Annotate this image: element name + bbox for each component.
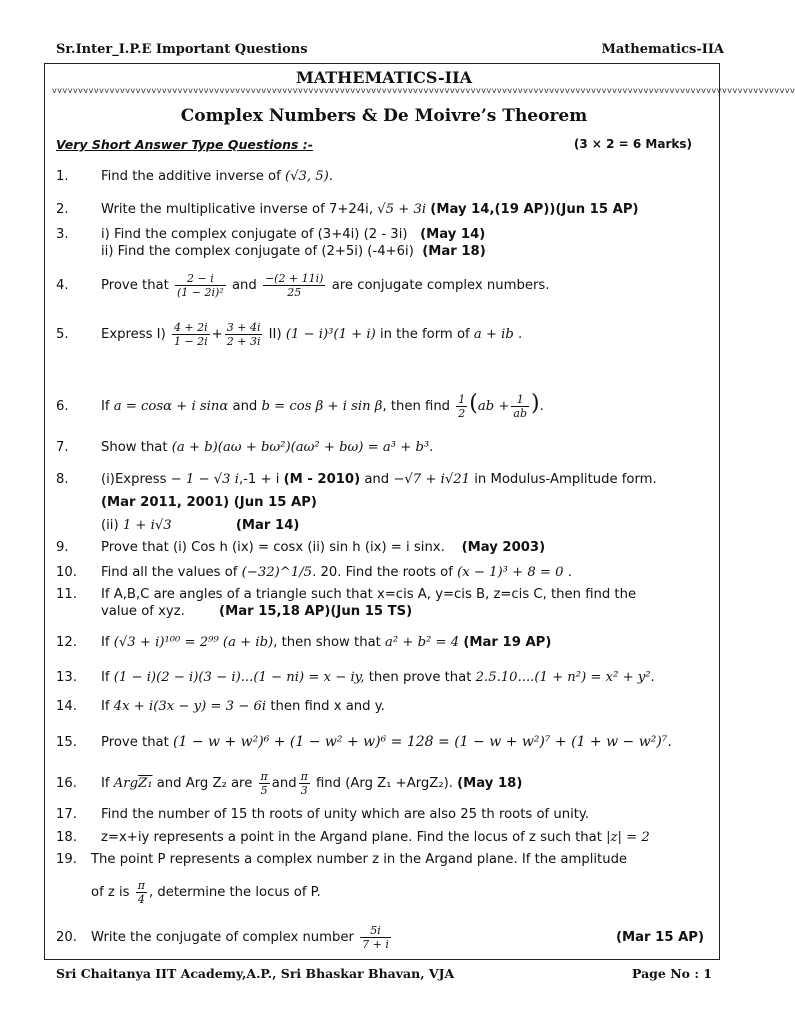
- question-15: 15. Prove that (1 − w + w²)⁶ + (1 − w² + w)⁶ = 128 = (1 − w + w²)⁷ + (1 + w − w²)⁷.: [56, 734, 672, 750]
- exam-tag: (Mar 2011, 2001) (Jun 15 AP): [101, 495, 317, 510]
- exam-tag: (Mar 19 AP): [463, 635, 552, 650]
- question-number: 9.: [56, 540, 69, 555]
- exam-tag: (Mar 14): [235, 518, 300, 533]
- fraction: $\frac{-(2 + 11i)}{25}$: [264, 271, 324, 299]
- question-18: 18. z=x+iy represents a point in the Argand plane. Find the locus of z such that |z| = 2: [56, 830, 650, 845]
- question-number: 19.: [56, 852, 77, 867]
- question-text: i) Find the complex conjugate of (3+4i) (2 - 3i): [101, 227, 408, 242]
- question-10: 10. Find all the values of (−32)^1/5. 20. Find the roots of (x − 1)³ + 8 = 0 .: [56, 565, 572, 580]
- question-number: 3.: [56, 227, 69, 242]
- section-marks: (3 × 2 = 6 Marks): [573, 137, 692, 151]
- fraction: $\frac{1}{ab}$: [513, 392, 528, 420]
- question-math: (a + b)(aω + bω²)(aω² + bω) = a³ + b³.: [171, 440, 434, 455]
- question-number: 4.: [56, 278, 69, 293]
- question-12: 12. If (√3 + i)¹⁰⁰ = 2⁹⁹ (a + ib), then show that a² + b² = 4 (Mar 19 AP): [56, 635, 552, 650]
- question-9: 9. Prove that (i) Cos h (ix) = cosx (ii) sin h (ix) = i sinx. (May 2003): [56, 540, 546, 555]
- question-8a: 8. (i)Express − 1 − √3 i,-1 + i (M - 2010) and −√7 + i√21 in Modulus-Amplitude form.: [56, 472, 657, 487]
- question-number: 2.: [56, 202, 69, 217]
- question-8b: [56, 494, 716, 511]
- question-2: [56, 201, 716, 218]
- question-14: 14. If 4x + i(3x − y) = 3 − 6i then find x and y.: [56, 699, 385, 714]
- question-math: (√3, 5).: [284, 169, 333, 184]
- question-5: 5. Express I) $\frac{4 + 2i}{1 - 2i}$ + $\frac{3 + 4i}{2 + 3i}$ II) (1 − i)³(1 + i) in the form of a + ib .: [56, 315, 716, 355]
- fraction: $\frac{3 + 4i}{2 + 3i}$: [226, 320, 261, 348]
- question-3a: [56, 226, 716, 243]
- question-number: 1.: [56, 169, 69, 184]
- exam-tag: (May 18): [457, 776, 523, 791]
- question-6: 6. If a = cosα + i sinα and b = cos β + i sin β, then find $\frac{1}{2}$ (ab + $\frac{1}{ab}$ ).: [56, 384, 716, 427]
- section-heading: Very Short Answer Type Questions :-: [56, 137, 313, 152]
- question-number: 5.: [56, 327, 69, 342]
- question-19b: of z is $\frac{\pi}{4}$ , determine the locus of P.: [91, 878, 321, 906]
- question-8c: (ii) 1 + i√3 (Mar 14): [101, 518, 300, 533]
- question-number: 6.: [56, 399, 69, 414]
- question-17: 17. Find the number of 15 th roots of unity which are also 25 th roots of unity.: [56, 807, 590, 822]
- question-11a: 11. If A,B,C are angles of a triangle such that x=cis A, y=cis B, z=cis C, then find the: [56, 587, 637, 602]
- question-7: 7. Show that (a + b)(aω + bω²)(aω² + bω) = a³ + b³.: [56, 440, 434, 455]
- question-number: 18.: [56, 830, 77, 845]
- chapter-title: Complex Numbers & De Moivre’s Theorem: [180, 106, 588, 126]
- fraction: $\frac{\pi}{5}$: [260, 769, 268, 797]
- decorative-divider: vvvvvvvvvvvvvvvvvvvvvvvvvvvvvvvvvvvvvvvvvvvvvvvvvvvvvvvvvvvvvvvvvvvvvvvvvvvvvvvvvvvvvvvvvvvvvvvvvvvvvvvvvvvvvvvvvvvvvvvvvvvvvvvvvvvvvvvvvvvvvv: [52, 86, 795, 95]
- question-math: (1 − w + w²)⁶ + (1 − w² + w)⁶ = 128 = (1 − w + w²)⁷ + (1 + w − w²)⁷.: [173, 734, 672, 750]
- header-right: Mathematics-IIA: [601, 42, 724, 57]
- question-20: 20. Write the conjugate of complex number $\frac{5i}{7 + i}$ (Mar 15 AP): [56, 918, 716, 958]
- question-number: 10.: [56, 565, 77, 580]
- question-number: 15.: [56, 735, 77, 750]
- question-number: 11.: [56, 587, 77, 602]
- page-title: MATHEMATICS-IIA: [295, 68, 472, 87]
- question-19a: 19. The point P represents a complex number z in the Argand plane. If the amplitude: [56, 852, 628, 867]
- fraction: $\frac{4 + 2i}{1 - 2i}$: [173, 320, 208, 348]
- exam-tag: (Mar 18): [422, 244, 486, 259]
- question-math: √5 + 3i: [377, 202, 427, 217]
- question-3b: [56, 243, 716, 260]
- question-number: 12.: [56, 635, 77, 650]
- question-math: (1 − i)³(1 + i): [285, 327, 376, 342]
- footer-left: Sri Chaitanya IIT Academy,A.P., Sri Bhaskar Bhavan, VJA: [56, 966, 455, 981]
- page-number: Page No : 1: [632, 966, 712, 981]
- question-4: 4. Prove that $\frac{2 - i}{\text{(1 − 2i)²}}$ and $\frac{-(2 + 11i)}{25}$ are conjugate complex numbers.: [56, 266, 716, 306]
- question-16: 16. If ArgZ₁ and Arg Z₂ are $\frac{\pi}{5}$ and $\frac{\pi}{3}$ find (Arg Z₁ +ArgZ₂). (May 18): [56, 765, 716, 803]
- question-1: [56, 168, 716, 185]
- exam-tag: (Mar 15,18 AP)(Jun 15 TS): [219, 604, 413, 619]
- exam-tag: (Mar 15 AP): [616, 930, 704, 945]
- exam-tag: (May 14): [420, 227, 486, 242]
- question-number: 13.: [56, 670, 77, 685]
- question-11b: value of xyz. (Mar 15,18 AP)(Jun 15 TS): [101, 604, 413, 619]
- exam-tag: (May 14,(19 AP))(Jun 15 AP): [430, 202, 639, 217]
- question-number: 17.: [56, 807, 77, 822]
- content-border: [44, 63, 795, 960]
- fraction: $\frac{\pi}{4}$: [137, 878, 145, 906]
- question-number: 20.: [56, 930, 77, 945]
- question-text: Prove that: [101, 278, 169, 293]
- question-number: 16.: [56, 776, 77, 791]
- question-number: 14.: [56, 699, 77, 714]
- question-number: 7.: [56, 440, 69, 455]
- header-left: Sr.Inter_I.P.E Important Questions: [56, 42, 308, 57]
- fraction: $\frac{5i}{7 + i}$: [362, 923, 389, 951]
- question-text: ii) Find the complex conjugate of (2+5i) (-4+6i): [101, 244, 414, 259]
- fraction: $\frac{2 - i}{\text{(1 − 2i)²}}$: [177, 271, 224, 299]
- exam-tag: (May 2003): [461, 540, 546, 555]
- fraction: $\frac{\pi}{3}$: [300, 769, 308, 797]
- fraction: $\frac{1}{2}$: [458, 392, 466, 420]
- question-text: Write the multiplicative inverse of 7+24i,: [101, 202, 374, 217]
- question-13: 13. If (1 − i)(2 − i)(3 − i)...(1 − ni) = x − iy, then prove that 2.5.10....(1 + n²) = x² + y².: [56, 670, 655, 685]
- question-text: Find the additive inverse of: [101, 169, 281, 184]
- question-number: 8.: [56, 472, 69, 487]
